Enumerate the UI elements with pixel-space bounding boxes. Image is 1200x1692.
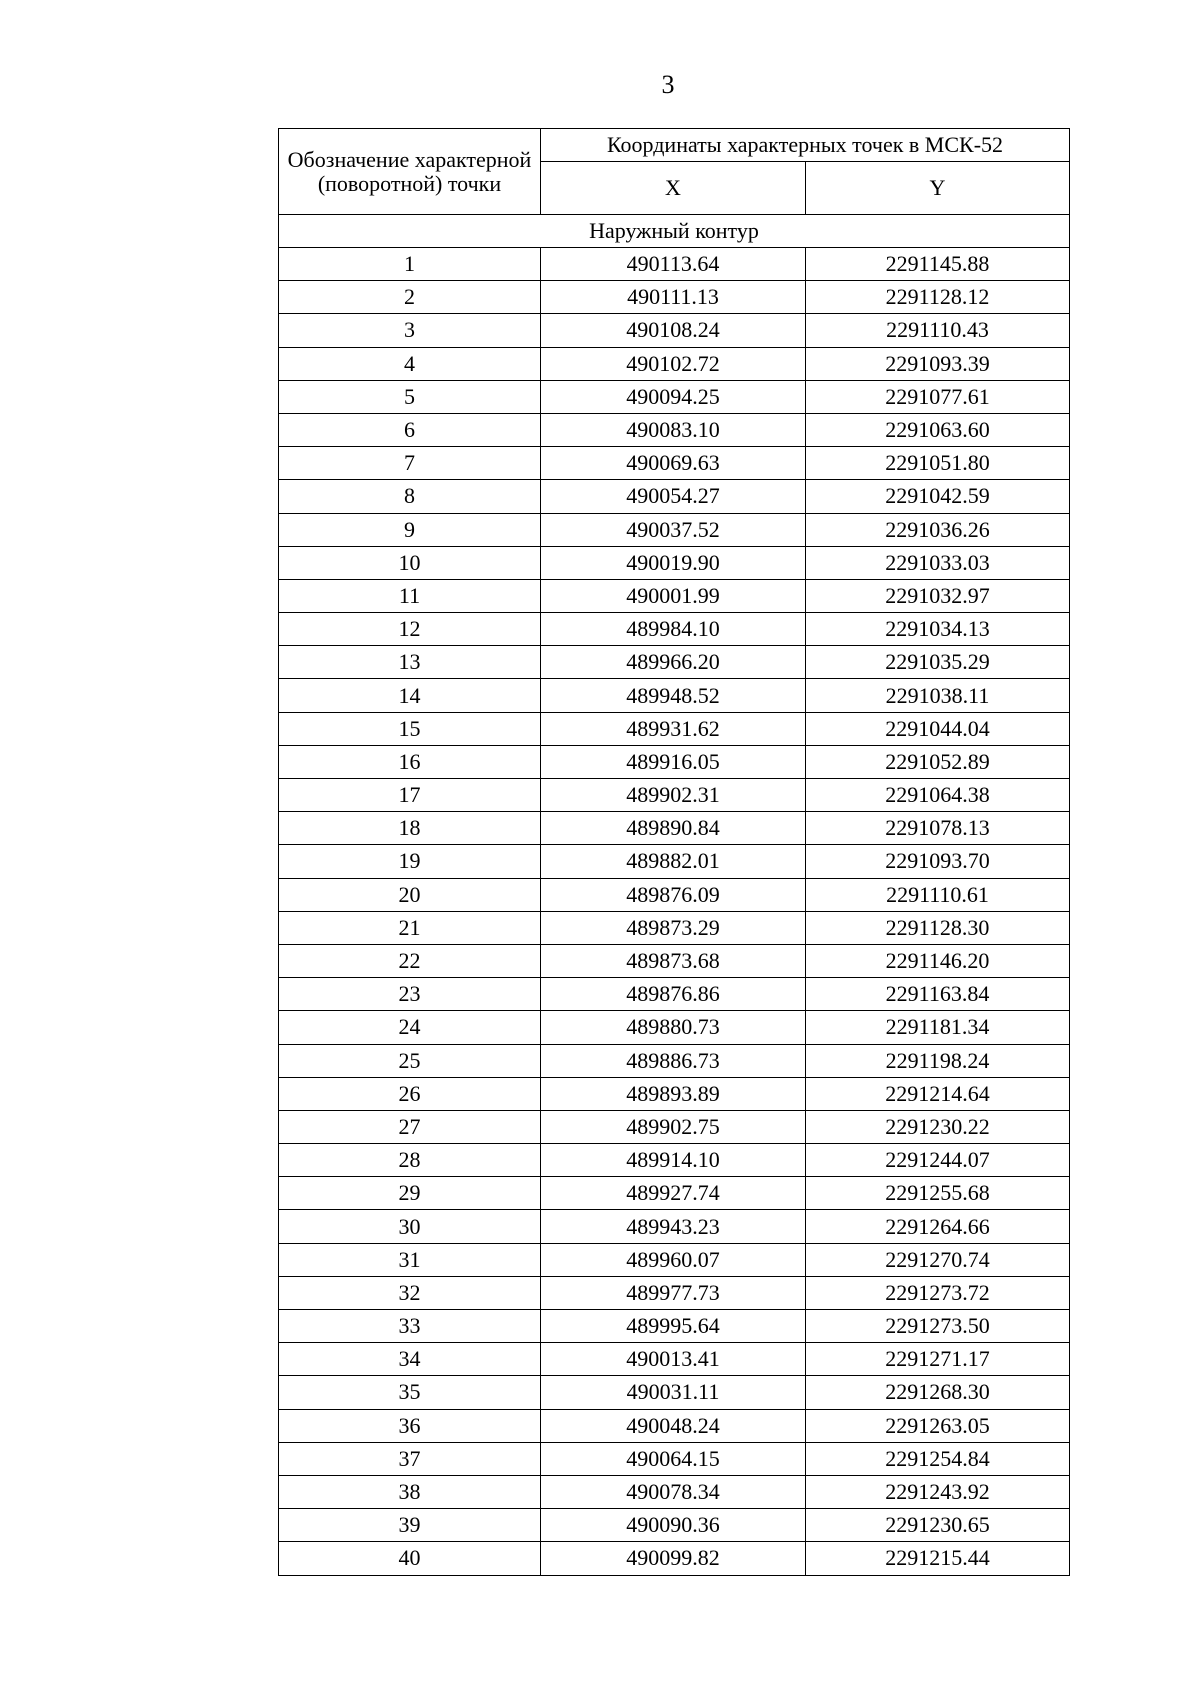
y-coordinate-cell: 2291273.50 <box>806 1310 1070 1343</box>
x-coordinate-cell: 490048.24 <box>541 1409 806 1442</box>
x-coordinate-cell: 489890.84 <box>541 812 806 845</box>
y-coordinate-cell: 2291077.61 <box>806 380 1070 413</box>
x-coordinate-cell: 489948.52 <box>541 679 806 712</box>
x-coordinate-cell: 489893.89 <box>541 1077 806 1110</box>
point-number-cell: 6 <box>279 413 541 446</box>
table-row <box>279 646 1070 679</box>
x-coordinate-cell: 489977.73 <box>541 1276 806 1309</box>
x-coordinate-cell: 490069.63 <box>541 447 806 480</box>
y-coordinate-cell: 2291128.30 <box>806 911 1070 944</box>
point-number-cell: 40 <box>279 1542 541 1575</box>
coordinates-header: Координаты характерных точек в МСК-52 <box>541 129 1070 162</box>
y-coordinate-cell: 2291254.84 <box>806 1442 1070 1475</box>
point-number-cell: 22 <box>279 944 541 977</box>
x-coordinate-cell: 489882.01 <box>541 845 806 878</box>
y-coordinate-cell: 2291270.74 <box>806 1243 1070 1276</box>
table-row <box>279 314 1070 347</box>
y-coordinate-cell: 2291063.60 <box>806 413 1070 446</box>
x-coordinate-cell: 489876.86 <box>541 978 806 1011</box>
coordinates-table <box>278 128 1070 1576</box>
y-coordinate-cell: 2291230.22 <box>806 1110 1070 1143</box>
point-number-cell: 4 <box>279 347 541 380</box>
table-row <box>279 679 1070 712</box>
table-row <box>279 812 1070 845</box>
point-number-cell: 7 <box>279 447 541 480</box>
x-coordinate-cell: 489914.10 <box>541 1144 806 1177</box>
point-number-cell: 20 <box>279 878 541 911</box>
y-coordinate-cell: 2291163.84 <box>806 978 1070 1011</box>
x-coordinate-cell: 489927.74 <box>541 1177 806 1210</box>
y-coordinate-cell: 2291044.04 <box>806 712 1070 745</box>
point-number-cell: 29 <box>279 1177 541 1210</box>
table-row <box>279 613 1070 646</box>
y-coordinate-cell: 2291110.43 <box>806 314 1070 347</box>
table-row <box>279 248 1070 281</box>
table-row <box>279 1442 1070 1475</box>
point-number-cell: 13 <box>279 646 541 679</box>
x-coordinate-cell: 490078.34 <box>541 1475 806 1508</box>
y-coordinate-cell: 2291214.64 <box>806 1077 1070 1110</box>
y-coordinate-cell: 2291051.80 <box>806 447 1070 480</box>
x-coordinate-cell: 490111.13 <box>541 281 806 314</box>
y-coordinate-cell: 2291078.13 <box>806 812 1070 845</box>
x-coordinate-cell: 489984.10 <box>541 613 806 646</box>
y-coordinate-cell: 2291052.89 <box>806 745 1070 778</box>
page-number: 3 <box>661 70 675 99</box>
point-number-cell: 11 <box>279 579 541 612</box>
x-coordinate-cell: 490099.82 <box>541 1542 806 1575</box>
table-row <box>279 1475 1070 1508</box>
y-coordinate-cell: 2291038.11 <box>806 679 1070 712</box>
point-number-cell: 3 <box>279 314 541 347</box>
point-number-cell: 30 <box>279 1210 541 1243</box>
x-coordinate-cell: 489902.31 <box>541 779 806 812</box>
table-body <box>279 215 1070 1576</box>
x-coordinate-cell: 490031.11 <box>541 1376 806 1409</box>
x-coordinate-cell: 490108.24 <box>541 314 806 347</box>
y-coordinate-cell: 2291243.92 <box>806 1475 1070 1508</box>
x-coordinate-cell: 489931.62 <box>541 712 806 745</box>
table-row <box>279 1243 1070 1276</box>
y-coordinate-cell: 2291273.72 <box>806 1276 1070 1309</box>
point-number-cell: 17 <box>279 779 541 812</box>
section-title: Наружный контур <box>279 215 1070 248</box>
y-coordinate-cell: 2291110.61 <box>806 878 1070 911</box>
x-coordinate-cell: 490102.72 <box>541 347 806 380</box>
table-row <box>279 779 1070 812</box>
y-coordinate-cell: 2291264.66 <box>806 1210 1070 1243</box>
designation-header: Обозначение характерной (поворотной) точки <box>279 129 541 215</box>
point-number-cell: 12 <box>279 613 541 646</box>
point-number-cell: 24 <box>279 1011 541 1044</box>
point-number-cell: 21 <box>279 911 541 944</box>
y-coordinate-cell: 2291128.12 <box>806 281 1070 314</box>
table-row <box>279 1110 1070 1143</box>
point-number-cell: 2 <box>279 281 541 314</box>
y-header: Y <box>806 162 1070 215</box>
point-number-cell: 35 <box>279 1376 541 1409</box>
point-number-cell: 25 <box>279 1044 541 1077</box>
y-coordinate-cell: 2291181.34 <box>806 1011 1070 1044</box>
y-coordinate-cell: 2291268.30 <box>806 1376 1070 1409</box>
point-number-cell: 16 <box>279 745 541 778</box>
x-coordinate-cell: 490037.52 <box>541 513 806 546</box>
y-coordinate-cell: 2291198.24 <box>806 1044 1070 1077</box>
x-coordinate-cell: 489873.29 <box>541 911 806 944</box>
x-coordinate-cell: 489902.75 <box>541 1110 806 1143</box>
y-coordinate-cell: 2291255.68 <box>806 1177 1070 1210</box>
x-coordinate-cell: 489966.20 <box>541 646 806 679</box>
table-row <box>279 347 1070 380</box>
x-coordinate-cell: 489873.68 <box>541 944 806 977</box>
table-row <box>279 1310 1070 1343</box>
table-row <box>279 1011 1070 1044</box>
table-row <box>279 546 1070 579</box>
point-number-cell: 34 <box>279 1343 541 1376</box>
x-coordinate-cell: 489960.07 <box>541 1243 806 1276</box>
x-header: X <box>541 162 806 215</box>
y-coordinate-cell: 2291145.88 <box>806 248 1070 281</box>
y-coordinate-cell: 2291244.07 <box>806 1144 1070 1177</box>
point-number-cell: 33 <box>279 1310 541 1343</box>
x-coordinate-cell: 489876.09 <box>541 878 806 911</box>
point-number-cell: 39 <box>279 1509 541 1542</box>
x-coordinate-cell: 490083.10 <box>541 413 806 446</box>
point-number-cell: 14 <box>279 679 541 712</box>
table-row <box>279 1276 1070 1309</box>
point-number-cell: 8 <box>279 480 541 513</box>
table-row <box>279 380 1070 413</box>
point-number-cell: 15 <box>279 712 541 745</box>
table-row <box>279 1509 1070 1542</box>
table-row <box>279 281 1070 314</box>
x-coordinate-cell: 489886.73 <box>541 1044 806 1077</box>
x-coordinate-cell: 489943.23 <box>541 1210 806 1243</box>
table-row <box>279 878 1070 911</box>
table-row <box>279 978 1070 1011</box>
point-number-cell: 36 <box>279 1409 541 1442</box>
point-number-cell: 19 <box>279 845 541 878</box>
table-row <box>279 1376 1070 1409</box>
table-row <box>279 1144 1070 1177</box>
point-number-cell: 10 <box>279 546 541 579</box>
y-coordinate-cell: 2291093.39 <box>806 347 1070 380</box>
x-coordinate-cell: 490113.64 <box>541 248 806 281</box>
table-row <box>279 1409 1070 1442</box>
table-row <box>279 1177 1070 1210</box>
y-coordinate-cell: 2291263.05 <box>806 1409 1070 1442</box>
table-row <box>279 447 1070 480</box>
table-row <box>279 1044 1070 1077</box>
y-coordinate-cell: 2291033.03 <box>806 546 1070 579</box>
table-row <box>279 1542 1070 1575</box>
point-number-cell: 23 <box>279 978 541 1011</box>
x-coordinate-cell: 490001.99 <box>541 579 806 612</box>
table-row <box>279 911 1070 944</box>
table-row <box>279 1210 1070 1243</box>
x-coordinate-cell: 490064.15 <box>541 1442 806 1475</box>
table-row <box>279 1077 1070 1110</box>
table-row <box>279 579 1070 612</box>
y-coordinate-cell: 2291034.13 <box>806 613 1070 646</box>
point-number-cell: 38 <box>279 1475 541 1508</box>
y-coordinate-cell: 2291032.97 <box>806 579 1070 612</box>
y-coordinate-cell: 2291230.65 <box>806 1509 1070 1542</box>
table-row <box>279 944 1070 977</box>
point-number-cell: 1 <box>279 248 541 281</box>
y-coordinate-cell: 2291271.17 <box>806 1343 1070 1376</box>
table-row <box>279 413 1070 446</box>
y-coordinate-cell: 2291093.70 <box>806 845 1070 878</box>
table-row <box>279 745 1070 778</box>
point-number-cell: 9 <box>279 513 541 546</box>
table-row <box>279 845 1070 878</box>
y-coordinate-cell: 2291035.29 <box>806 646 1070 679</box>
y-coordinate-cell: 2291036.26 <box>806 513 1070 546</box>
x-coordinate-cell: 490019.90 <box>541 546 806 579</box>
x-coordinate-cell: 490094.25 <box>541 380 806 413</box>
point-number-cell: 5 <box>279 380 541 413</box>
x-coordinate-cell: 490054.27 <box>541 480 806 513</box>
point-number-cell: 28 <box>279 1144 541 1177</box>
table-row <box>279 712 1070 745</box>
table-row <box>279 513 1070 546</box>
y-coordinate-cell: 2291146.20 <box>806 944 1070 977</box>
point-number-cell: 27 <box>279 1110 541 1143</box>
y-coordinate-cell: 2291042.59 <box>806 480 1070 513</box>
table-row <box>279 480 1070 513</box>
point-number-cell: 32 <box>279 1276 541 1309</box>
y-coordinate-cell: 2291064.38 <box>806 779 1070 812</box>
x-coordinate-cell: 490013.41 <box>541 1343 806 1376</box>
point-number-cell: 31 <box>279 1243 541 1276</box>
y-coordinate-cell: 2291215.44 <box>806 1542 1070 1575</box>
point-number-cell: 18 <box>279 812 541 845</box>
x-coordinate-cell: 489880.73 <box>541 1011 806 1044</box>
x-coordinate-cell: 489995.64 <box>541 1310 806 1343</box>
x-coordinate-cell: 490090.36 <box>541 1509 806 1542</box>
point-number-cell: 26 <box>279 1077 541 1110</box>
point-number-cell: 37 <box>279 1442 541 1475</box>
table-row <box>279 1343 1070 1376</box>
x-coordinate-cell: 489916.05 <box>541 745 806 778</box>
